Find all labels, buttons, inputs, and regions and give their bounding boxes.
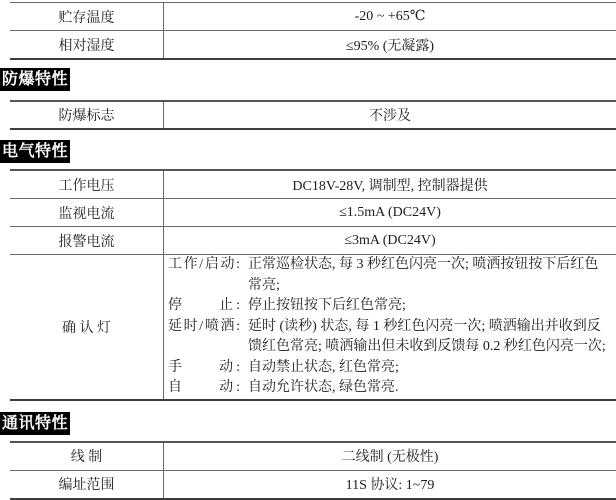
- spec-label-relative-humidity: 相对湿度: [10, 31, 164, 60]
- spec-label-wire-system: 线 制: [10, 442, 164, 471]
- entry-text: 停止按钮按下后红色常亮;: [248, 296, 612, 317]
- section-title: 通讯特性: [0, 412, 70, 435]
- spec-label-storage-temperature: 贮存温度: [10, 3, 164, 31]
- spec-label-working-voltage: 工作电压: [10, 170, 164, 199]
- confirm-light-cell: [164, 255, 616, 400]
- spec-value-alarm-current: ≤3mA (DC24V): [164, 227, 616, 255]
- spec-label-alarm-current: 报警电流: [10, 227, 164, 255]
- entry-text: 延时 (读秒) 状态, 每 1 秒红色闪亮一次; 喷洒输出并收到反馈红色常亮; 喷洒输出但未收到反馈每 0.2 秒红色闪亮一次;: [248, 317, 612, 358]
- table-row: [10, 101, 616, 129]
- confirm-entry-stop: [168, 296, 612, 317]
- spec-value-storage-temperature: -20 ~ +65℃: [164, 3, 616, 31]
- explosion-proof-table: [10, 100, 616, 130]
- electrical-table: [10, 169, 616, 401]
- entry-key: 延时/喷洒:: [168, 317, 240, 358]
- confirm-entry-delay-spray: [168, 317, 612, 358]
- section-header-explosion-proof: [0, 68, 616, 91]
- confirm-entry-work-start: [168, 255, 612, 296]
- entry-text: 自动禁止状态, 红色常亮;: [248, 358, 612, 379]
- section-header-communication: [0, 412, 616, 435]
- section-header-electrical: [0, 140, 616, 163]
- table-row: [10, 442, 616, 471]
- table-row: [10, 470, 616, 499]
- spec-value-wire-system: 二线制 (无极性): [164, 442, 616, 471]
- spec-value-working-voltage: DC18V-28V, 调制型, 控制器提供: [164, 170, 616, 199]
- table-row: [10, 170, 616, 199]
- spec-value-monitor-current: ≤1.5mA (DC24V): [164, 199, 616, 227]
- spec-value-address-range: 11S 协议: 1~79: [164, 470, 616, 499]
- section-title: 防爆特性: [0, 68, 70, 91]
- spec-document-page: [0, 2, 616, 481]
- entry-text: 自动允许状态, 绿色常亮.: [248, 378, 612, 399]
- entry-key: 手 动:: [168, 358, 240, 379]
- entry-key: 停 止:: [168, 296, 240, 317]
- communication-table: [10, 441, 616, 500]
- spec-label-monitor-current: 监视电流: [10, 199, 164, 227]
- spec-label-explosion-mark: 防爆标志: [10, 101, 164, 129]
- entry-text: 正常巡检状态, 每 3 秒红色闪亮一次; 喷洒按钮按下后红色常亮;: [248, 255, 612, 296]
- spec-value-explosion-mark: 不涉及: [164, 101, 616, 129]
- confirm-entry-auto: [168, 378, 612, 399]
- spec-value-relative-humidity: ≤95% (无凝露): [164, 31, 616, 60]
- entry-key: 自 动:: [168, 378, 240, 399]
- section-title: 电气特性: [0, 140, 70, 163]
- table-row: [10, 3, 616, 31]
- spec-label-address-range: 编址范围: [10, 470, 164, 499]
- environment-table: [10, 2, 616, 60]
- table-row: [10, 227, 616, 255]
- entry-key: 工作/启动:: [168, 255, 240, 296]
- table-row: [10, 199, 616, 227]
- confirm-entry-manual: [168, 358, 612, 379]
- table-row: [10, 255, 616, 400]
- spec-label-confirm-light: 确 认 灯: [10, 255, 164, 400]
- table-row: [10, 31, 616, 60]
